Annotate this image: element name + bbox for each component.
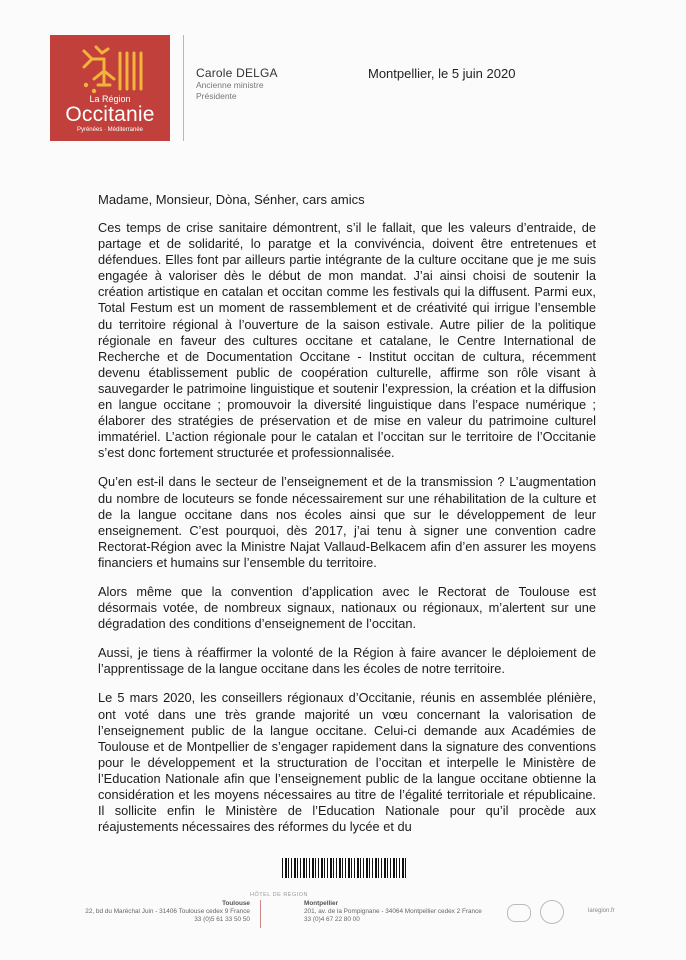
barcode <box>282 858 407 878</box>
footer-website: laregion.fr <box>588 908 615 914</box>
toulouse-address: 22, bd du Maréchal Juin - 31406 Toulouse cedex 9 France <box>85 908 250 915</box>
date-line: Montpellier, le 5 juin 2020 <box>368 66 516 81</box>
footer-toulouse <box>70 900 250 924</box>
footer-header: HÔTEL DE RÉGION <box>250 892 309 898</box>
paragraph: Qu’en est-il dans le secteur de l’enseignement et de la transmission ? L’augmentation du nombre de locuteurs se fonde nécessairement sur une réhabilitation de la culture et de la langue occitane dans nos écoles ainsi que sur le développement de leur enseignement. C’est pourquoi, dès 2017, j’ai tenu à signer une convention cadre Rectorat-Région avec la Ministre Najat Vallaud-Belkacem afin d’en assurer les moyens financiers et humains sur l’ensemble du territoire. <box>98 474 596 570</box>
letterhead-footer <box>70 892 630 942</box>
sender-subtitle-1: Ancienne ministre <box>196 80 264 90</box>
sender-block <box>196 66 278 102</box>
montpellier-address: 201, av. de la Pompignane - 34064 Montpellier cedex 2 France <box>304 908 482 915</box>
toulouse-phone: 33 (0)5 61 33 50 50 <box>194 916 250 923</box>
footer-divider <box>260 900 261 928</box>
header-divider <box>183 35 184 141</box>
montpellier-phone: 33 (0)4 67 22 80 00 <box>304 916 360 923</box>
paragraph: Ces temps de crise sanitaire démontrent, s’il le fallait, que les valeurs d’entraide, de partage et de solidarité, lo paratge et la convivéncia, doivent être entretenues et défendues. Elles font par ailleurs partie intégrante de la culture occitane que je me suis engagée à valoriser dès le début de mon mandat. J’ai ainsi choisi de soutenir la création artistique en catalan et occitan comme les festivals qui la diffusent. Parmi eux, Total Festum est un moment de rassemblement et de créativité qui irrigue l’ensemble du territoire régional à l’ouverture de la saison estivale. Autre pilier de la politique régionale en faveur des cultures occitane et catalane, le Centre International de Recherche et de Documentation Occitane - Institut occitan de cultura, récemment devenu établissement public de coopération culturelle, affirme son rôle visant à sauvegarder le patrimoine linguistique et soutenir l’expression, la création et la diffusion en langue occitane ; promouvoir la diversité linguistique dans l’espace numérique ; élaborer des stratégies de préservation et de mise en valeur du patrimoine culturel immatériel. L’action régionale pour le catalan et l’occitan sur le territoire de l’Occitanie s’est donc fortement structurée et professionnalisée. <box>98 220 596 461</box>
letter-body <box>98 220 596 848</box>
sender-subtitle-2: Présidente <box>196 91 237 101</box>
accessibility-icon <box>507 904 531 922</box>
logo-line-3: Pyrénées · Méditerranée <box>76 127 144 133</box>
occitan-cross-icon <box>74 45 146 95</box>
salutation: Madame, Monsieur, Dòna, Sénher, cars amics <box>98 192 365 207</box>
montpellier-city: Montpellier <box>304 900 339 907</box>
paragraph: Aussi, je tiens à réaffirmer la volonté de la Région à faire avancer le déploiement de l’apprentissage de la langue occitane dans les écoles de notre territoire. <box>98 645 596 677</box>
paragraph: Le 5 mars 2020, les conseillers régionaux d’Occitanie, réunis en assemblée plénière, ont voté dans une très grande majorité un vœu concernant la valorisation de l’enseignement public de la langue occitane. Celui-ci demande aux Académies de Toulouse et de Montpellier de s’engager rapidement dans la signature des conventions pour le développement et la structuration de l’occitan et interpelle le Ministère de l’Education Nationale afin que l’enseignement public de la langue occitane obtienne la considération et les moyens nécessaires au titre de l’égalité territoriale et républicaine. Il sollicite enfin le Ministère de l’Education Nationale pour qu’il procède aux réajustements nécessaires des réformes du lycée et du <box>98 690 596 835</box>
sender-name: Carole DELGA <box>196 66 278 80</box>
logo-line-2: Occitanie <box>65 103 155 126</box>
toulouse-city: Toulouse <box>222 900 250 907</box>
paragraph: Alors même que la convention d’application avec le Rectorat de Toulouse est désormais votée, de nombreux signaux, nationaux ou régionaux, m’alertent sur une dégradation des conditions d’enseignement de l’occitan. <box>98 583 596 632</box>
logo-line-1: La Région <box>89 94 131 104</box>
region-logo <box>50 35 170 141</box>
certification-icon <box>540 900 564 924</box>
footer-montpellier <box>304 900 524 924</box>
